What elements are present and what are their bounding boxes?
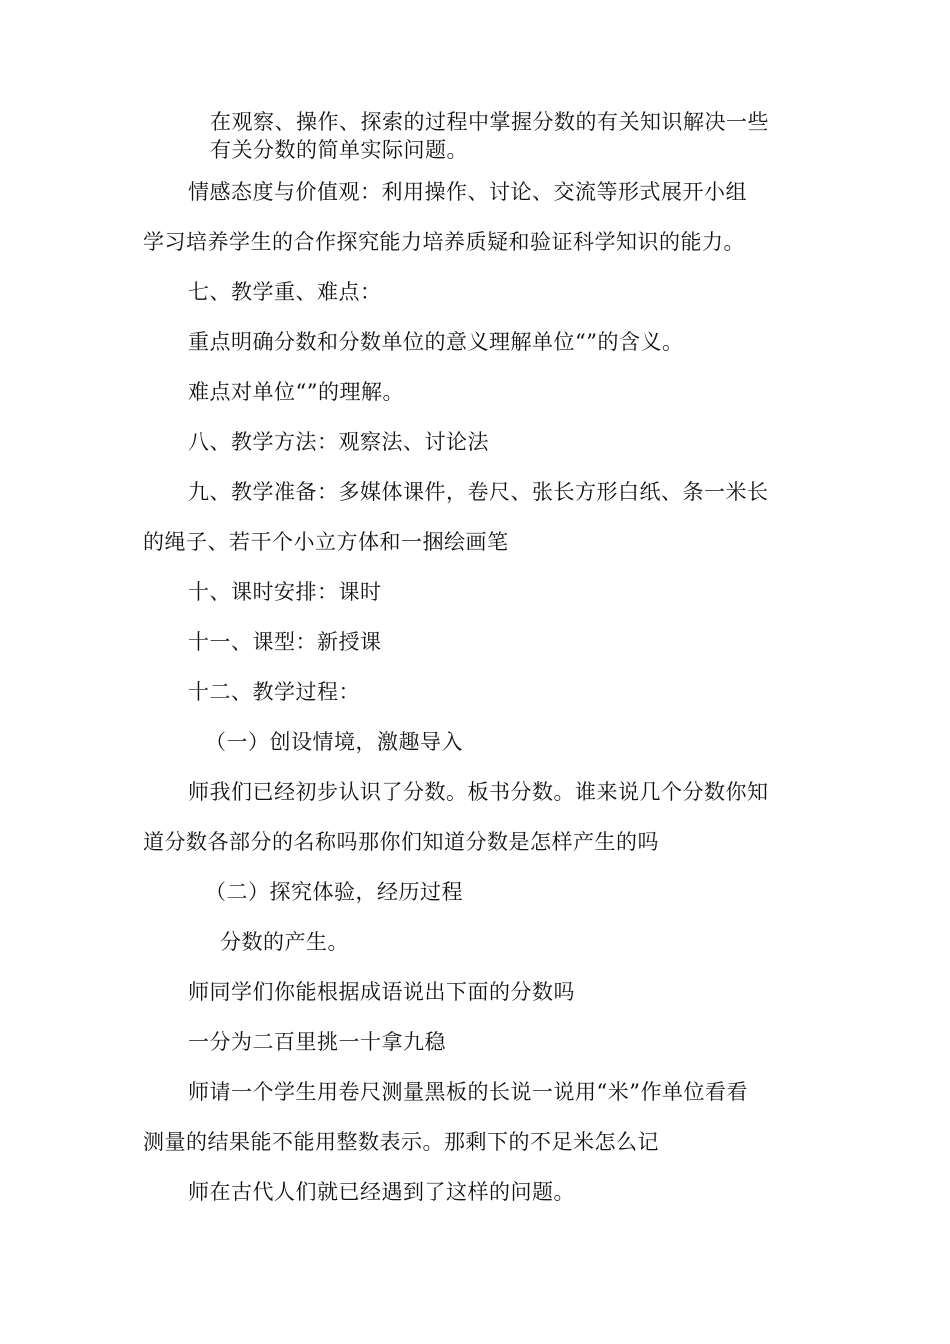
text-line: 在观察、操作、探索的过程中掌握分数的有关知识解决一些 <box>210 110 769 134</box>
subsection-heading: （一）创设情境，激趣导入 <box>205 730 463 754</box>
text-line: 师请一个学生用卷尺测量黑板的长说一说用“米”作单位看看 <box>188 1080 748 1104</box>
text-line: 分数的产生。 <box>220 930 349 954</box>
section-heading: 十、课时安排：课时 <box>188 580 382 604</box>
section-heading: 八、教学方法：观察法、讨论法 <box>188 430 489 454</box>
subsection-heading: （二）探究体验，经历过程 <box>205 880 463 904</box>
text-line: 道分数各部分的名称吗那你们知道分数是怎样产生的吗 <box>143 830 659 854</box>
section-heading: 九、教学准备：多媒体课件，卷尺、张长方形白纸、条一米长 <box>188 480 769 504</box>
text-line: 一分为二百里挑一十拿九稳 <box>188 1030 446 1054</box>
text-line: 师在古代人们就已经遇到了这样的问题。 <box>188 1180 575 1204</box>
text-line: 难点对单位“”的理解。 <box>188 380 404 404</box>
text-line: 师同学们你能根据成语说出下面的分数吗 <box>188 980 575 1004</box>
section-heading: 十一、课型：新授课 <box>188 630 382 654</box>
text-line: 学习培养学生的合作探究能力培养质疑和验证科学知识的能力。 <box>143 230 745 254</box>
section-heading: 十二、教学过程： <box>188 680 360 704</box>
text-line: 有关分数的简单实际问题。 <box>210 138 468 162</box>
text-line: 重点明确分数和分数单位的意义理解单位“”的含义。 <box>188 330 684 354</box>
text-line: 的绳子、若干个小立方体和一捆绘画笔 <box>143 530 509 554</box>
section-heading: 七、教学重、难点： <box>188 280 382 304</box>
paragraph-objective-knowledge <box>210 108 769 164</box>
text-line: 师我们已经初步认识了分数。板书分数。谁来说几个分数你知 <box>188 780 769 804</box>
text-line: 情感态度与价值观：利用操作、讨论、交流等形式展开小组 <box>188 180 747 204</box>
text-line: 测量的结果能不能用整数表示。那剩下的不足米怎么记 <box>143 1130 659 1154</box>
